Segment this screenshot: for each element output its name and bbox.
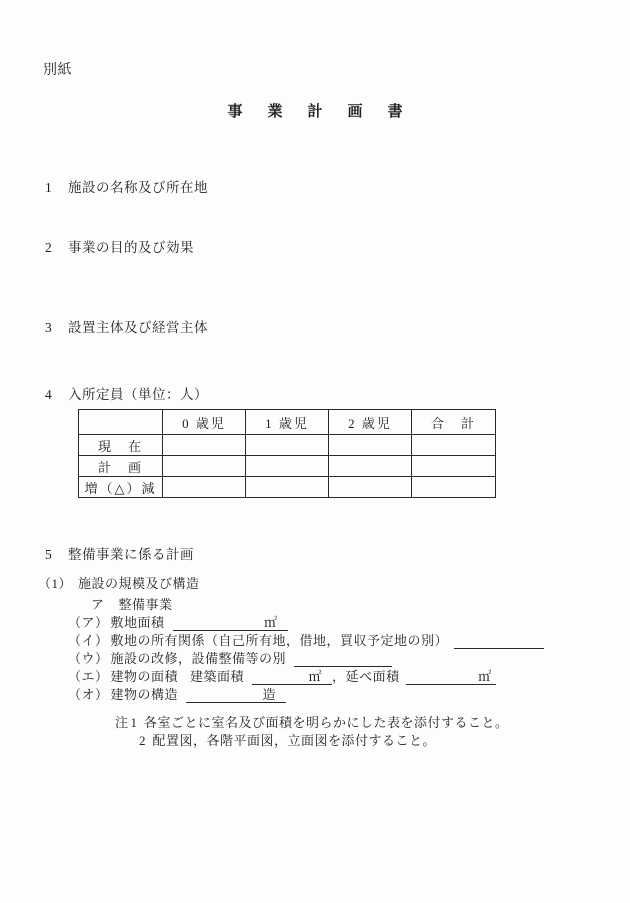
attachment-label: 別紙 [43,63,72,78]
table-cell [329,477,412,498]
item-group-a [91,596,173,613]
section-1-number: 1 [45,180,52,195]
table-row-planned [79,456,496,477]
row-header-current: 現 在 [79,435,163,456]
section-2-heading: 事業の目的及び効果 [68,240,194,255]
table-cell [412,456,496,477]
table-cell [329,456,412,477]
table-cell [412,477,496,498]
separator-comma: ， [332,669,346,684]
item-group-a-label: ア [91,597,105,612]
item-site-ownership-text: 敷地の所有関係（自己所有地，借地，買収予定地の別） [110,633,449,648]
table-cell [163,435,246,456]
capacity-table [78,409,496,498]
item-building-area [68,668,496,685]
section-4-number: 4 [45,387,52,402]
subsection-1 [38,575,200,592]
note-1-text: 各室ごとに室名及び面積を明らかにした表を添付すること。 [144,715,509,730]
building-footprint-unit: ㎡ [308,669,323,684]
item-building-structure-text: 建物の構造 [110,687,179,702]
section-3 [45,319,208,336]
table-row-current [79,435,496,456]
item-site-area [68,614,288,631]
item-renovation-type-label: （ウ） [68,651,109,666]
total-floor-area-blank [406,670,496,685]
item-site-area-text: 敷地面積 [110,615,165,630]
section-4 [45,386,208,403]
item-renovation-type-text: 施設の改修，設備整備等の別 [110,651,287,666]
section-1 [45,179,208,196]
site-area-blank [173,616,288,631]
total-floor-area-text: 延べ面積 [345,669,400,684]
building-footprint-blank [252,670,332,685]
document-title: 事業計画書 [227,104,428,120]
item-site-ownership-label: （イ） [68,633,109,648]
item-building-area-text: 建物の面積 [110,669,179,684]
table-cell [246,456,329,477]
item-group-a-heading: 整備事業 [118,597,173,612]
row-header-change: 増（△）減 [79,477,163,498]
section-5-heading: 整備事業に係る計画 [68,547,194,562]
note-1-number: 1 [130,715,138,730]
note-marker: 注 [115,715,129,730]
site-area-unit: ㎡ [264,615,278,630]
item-building-structure [68,686,286,703]
section-3-heading: 設置主体及び経営主体 [68,320,208,335]
section-4-heading: 入所定員（単位：人） [68,387,208,402]
section-1-heading: 施設の名称及び所在地 [68,180,208,195]
item-site-area-label: （ア） [68,615,109,630]
section-5 [45,546,194,563]
table-cell [246,435,329,456]
section-2-number: 2 [45,240,52,255]
item-site-ownership [68,632,544,649]
item-renovation-type [68,650,392,667]
section-2 [45,239,194,256]
table-cell [329,435,412,456]
total-floor-area-unit: ㎡ [478,669,492,684]
renovation-type-blank [294,652,392,667]
subsection-1-heading: 施設の規模及び構造 [78,576,200,591]
building-structure-unit: 造 [262,687,277,702]
table-cell [163,456,246,477]
site-ownership-blank [454,634,544,649]
note-2-number: 2 [139,733,146,748]
col-header-age0: 0 歳児 [163,410,246,435]
item-building-area-label: （エ） [68,669,109,684]
building-footprint-text: 建築面積 [190,669,245,684]
row-header-planned: 計 画 [79,456,163,477]
section-3-number: 3 [45,320,52,335]
building-structure-blank [186,688,286,703]
table-cell [163,477,246,498]
table-cell [412,435,496,456]
table-cell [246,477,329,498]
subsection-1-label: （1） [38,576,73,591]
item-building-structure-label: （オ） [68,687,109,702]
table-row-change [79,477,496,498]
note-2 [137,732,436,749]
note-2-text: 配置図，各階平面図，立面図を添付すること。 [152,733,437,748]
col-header-empty [79,410,163,435]
col-header-age1: 1 歳児 [246,410,329,435]
note-1 [115,714,509,731]
col-header-total: 合 計 [412,410,496,435]
capacity-table-header-row [79,410,496,435]
section-5-number: 5 [45,547,52,562]
col-header-age2: 2 歳児 [329,410,412,435]
